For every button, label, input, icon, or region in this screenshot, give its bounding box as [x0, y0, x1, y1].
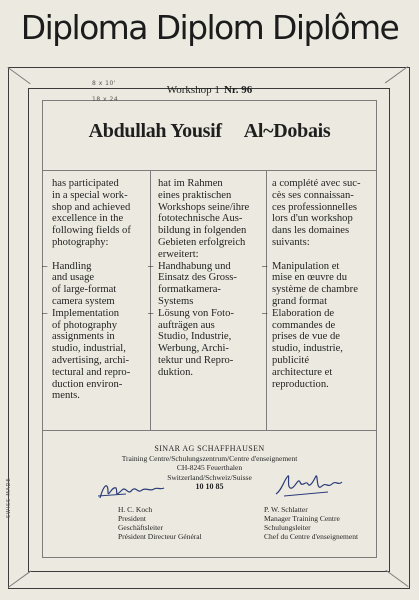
text-line: in a special work- [52, 189, 128, 201]
list-item: – Implementation [52, 308, 170, 320]
text-line: Workshops seine/ihre [158, 201, 250, 213]
column-german [158, 178, 276, 379]
text-line: of large-format [52, 284, 117, 296]
signatory-title: Geschäftsleiter [118, 523, 163, 532]
text-line: of photography [52, 319, 118, 331]
recipient-name [0, 120, 419, 143]
text-line: reproduction. [272, 378, 329, 390]
paper-mark: SWISS MADE [6, 477, 12, 518]
workshop-line [0, 84, 419, 96]
column-french [272, 178, 390, 390]
list-item: – Elaboration de [272, 308, 390, 320]
text-line: assignments in [52, 331, 115, 343]
list-item: – Manipulation et [272, 261, 390, 273]
recipient-given-name: Abdullah Yousif [88, 120, 222, 142]
text-line: formatkamera- [158, 284, 221, 296]
text-line: Werbung, Archi- [158, 343, 229, 355]
diploma-title: Diploma Diplom Diplôme [20, 8, 399, 47]
text-line: Studio, Industrie, [158, 331, 232, 343]
text-line: tektur und Repro- [158, 354, 234, 366]
signatory-title: Schulungsleiter [264, 523, 311, 532]
text-line: cès ses connaissan- [272, 189, 354, 201]
text-line: excellence in the [52, 213, 124, 225]
signatory-title: Président Directeur Général [118, 532, 202, 541]
text-line: duktion. [158, 366, 194, 378]
spacer [52, 249, 170, 261]
format-mark: 8 x 10' [92, 80, 116, 87]
text-line: hat im Rahmen [158, 178, 223, 189]
workshop-number: Nr. 96 [223, 84, 253, 96]
text-line: Systems [158, 295, 194, 307]
text-line: a complété avec suc- [272, 178, 361, 189]
text-line: ces professionnelles [272, 201, 358, 213]
text-line: shop and achieved [52, 201, 131, 213]
text-line: dans les domaines [272, 225, 350, 237]
text-line: tectural and repro- [52, 366, 131, 378]
list-item: – Handling [52, 261, 170, 273]
spacer [272, 249, 390, 261]
text-line: architecture et [272, 366, 333, 378]
text-line: studio, industrie, [272, 343, 343, 355]
list-item: – Lösung von Foto- [158, 308, 276, 320]
signatory-title: Chef du Centre d'enseignement [264, 532, 359, 541]
issuer-department: Training Centre/Schulungszentrum/Centre d'enseignement [121, 453, 298, 463]
grid-line [42, 430, 377, 431]
signature-koch-icon [96, 478, 168, 504]
text-line: bildung in folgenden [158, 225, 247, 237]
recipient-family-name: Al~Dobais [243, 120, 331, 142]
workshop-label: Workshop 1 [166, 84, 220, 96]
text-line: photography: [52, 236, 109, 248]
text-line: fototechnische Aus- [158, 213, 243, 225]
text-line: système de chambre [272, 284, 358, 296]
text-line: Einsatz des Gross- [158, 272, 237, 284]
text-line: has participated [52, 178, 119, 189]
text-line: eines praktischen [158, 189, 232, 201]
grid-line [42, 170, 377, 171]
signatory-schlatter [264, 505, 358, 541]
text-line: mise en œuvre du [272, 272, 348, 284]
text-line: studio, industrial, [52, 343, 126, 355]
text-line: prises de vue de [272, 331, 340, 343]
text-line: aufträgen aus [158, 319, 215, 331]
text-line: publicité [272, 354, 310, 366]
text-line: and usage [52, 272, 95, 284]
signatory-name: P. W. Schlatter [264, 505, 308, 514]
issuer-country: Switzerland/Schweiz/Suisse [167, 472, 252, 482]
signature-schlatter-icon [272, 470, 344, 502]
text-line: grand format [272, 295, 328, 307]
signatory-koch [118, 505, 202, 541]
signatory-name: H. C. Koch [118, 505, 153, 514]
format-mark: 18 x 24 [92, 96, 119, 103]
text-line: erweitert: [158, 248, 199, 260]
list-item: – Handhabung und [158, 261, 276, 273]
text-line: advertising, archi- [52, 354, 130, 366]
text-line: suivants: [272, 236, 310, 248]
issuer-address: CH-8245 Feuerthalen [176, 463, 243, 472]
text-line: camera system [52, 295, 115, 307]
signatory-title: President [118, 514, 146, 523]
text-line: ments. [52, 390, 80, 402]
text-line: lors d'un workshop [272, 213, 353, 225]
text-line: Gebieten erfolgreich [158, 236, 246, 248]
text-line: commandes de [272, 319, 336, 331]
issuer-block [0, 444, 419, 492]
text-line: duction environ- [52, 378, 123, 390]
text-line: following fields of [52, 225, 131, 237]
issuer-organization: SINAR AG SCHAFFHAUSEN [154, 444, 265, 453]
column-english [52, 178, 170, 402]
signatory-title: Manager Training Centre [264, 514, 340, 523]
grid-line [42, 557, 377, 558]
issue-date: 10 10 85 [195, 482, 224, 491]
